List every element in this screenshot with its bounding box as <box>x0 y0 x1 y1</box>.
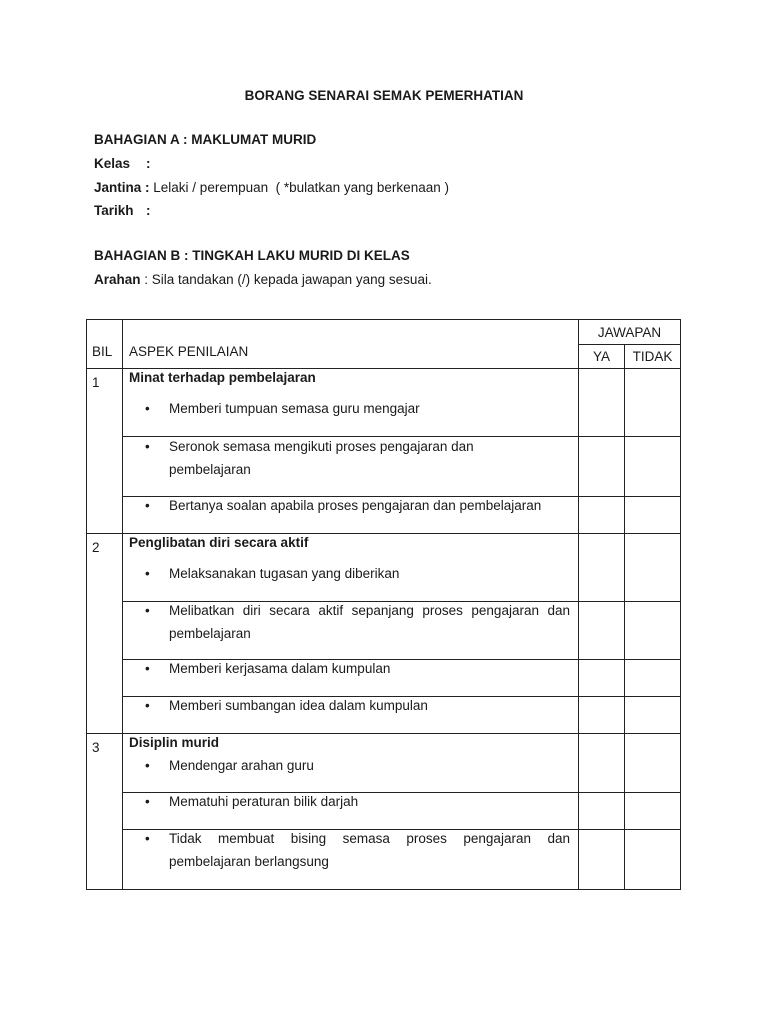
jantina-label: Jantina : <box>94 180 150 195</box>
item-text: Melaksanakan tugasan yang diberikan <box>169 566 400 581</box>
bullet: • <box>145 794 150 809</box>
section-title: Penglibatan diri secara aktif <box>129 535 309 550</box>
bullet: • <box>145 661 150 676</box>
arahan-label: Arahan <box>94 272 141 287</box>
aspect-cell <box>123 734 579 793</box>
bullet: • <box>145 698 150 713</box>
bullet: • <box>145 498 150 513</box>
item-text: Melibatkan diri secara aktif sepanjang proses pengajaran dan <box>169 603 570 618</box>
tidak-checkbox-cell[interactable] <box>625 830 681 890</box>
kelas-label: Kelas <box>94 156 131 171</box>
ya-checkbox-cell[interactable] <box>579 497 625 534</box>
list-item <box>123 435 578 481</box>
ya-checkbox-cell[interactable] <box>579 602 625 660</box>
ya-header: YA <box>579 345 625 369</box>
aspect-cell <box>123 497 579 534</box>
item-text: Bertanya soalan apabila proses pengajaran dan pembelajaran <box>169 498 542 513</box>
aspect-cell <box>123 437 579 497</box>
list-item-continued <box>123 850 578 873</box>
section-number: 2 <box>87 534 123 734</box>
bullet: • <box>145 401 150 416</box>
section-title: Minat terhadap pembelajaran <box>129 370 316 385</box>
ya-checkbox-cell[interactable] <box>579 734 625 793</box>
tidak-checkbox-cell[interactable] <box>625 697 681 734</box>
tidak-checkbox-cell[interactable] <box>625 534 681 602</box>
list-item <box>123 754 578 777</box>
list-item <box>123 599 578 622</box>
table-row <box>87 793 681 830</box>
ya-checkbox-cell[interactable] <box>579 369 625 437</box>
item-text-continued: pembelajaran <box>169 462 251 477</box>
item-text: Memberi sumbangan idea dalam kumpulan <box>169 698 428 713</box>
ya-checkbox-cell[interactable] <box>579 830 625 890</box>
list-item <box>123 494 578 517</box>
list-item <box>123 657 578 680</box>
section-number: 1 <box>87 369 123 534</box>
section-title: Disiplin murid <box>129 735 220 750</box>
item-text: Seronok semasa mengikuti proses pengajaran dan <box>169 439 474 454</box>
jantina-value: Lelaki / perempuan ( *bulatkan yang berkenaan ) <box>153 180 449 195</box>
item-text: Mematuhi peraturan bilik darjah <box>169 794 359 809</box>
bil-header: BIL <box>87 320 123 369</box>
item-text: Tidak membuat bising semasa proses pengajaran dan <box>169 831 570 846</box>
table-row <box>87 437 681 497</box>
list-item <box>123 562 578 585</box>
aspect-cell <box>123 369 579 437</box>
aspect-cell <box>123 602 579 660</box>
list-item <box>123 397 578 420</box>
ya-checkbox-cell[interactable] <box>579 437 625 497</box>
item-text: Memberi tumpuan semasa guru mengajar <box>169 401 420 416</box>
tidak-checkbox-cell[interactable] <box>625 734 681 793</box>
list-item-continued <box>123 622 578 645</box>
table-row <box>87 602 681 660</box>
jantina-row <box>94 180 449 196</box>
aspect-cell <box>123 697 579 734</box>
item-text: Mendengar arahan guru <box>169 758 314 773</box>
table-row <box>87 534 681 602</box>
section-a-heading: BAHAGIAN A : MAKLUMAT MURID <box>94 132 317 147</box>
ya-checkbox-cell[interactable] <box>579 534 625 602</box>
tarikh-colon: : <box>146 203 151 218</box>
page-title: BORANG SENARAI SEMAK PEMERHATIAN <box>244 88 524 103</box>
item-text-continued: pembelajaran <box>169 626 251 641</box>
ya-checkbox-cell[interactable] <box>579 660 625 697</box>
observation-checklist-table <box>86 319 681 890</box>
section-number: 3 <box>87 734 123 890</box>
arahan-row <box>94 272 432 288</box>
tarikh-label: Tarikh <box>94 203 134 218</box>
tidak-checkbox-cell[interactable] <box>625 660 681 697</box>
aspek-header: ASPEK PENILAIAN <box>123 320 579 369</box>
section-b-heading: BAHAGIAN B : TINGKAH LAKU MURID DI KELAS <box>94 248 410 263</box>
table-row <box>87 734 681 793</box>
aspect-cell <box>123 830 579 890</box>
item-text: Memberi kerjasama dalam kumpulan <box>169 661 391 676</box>
table-row <box>87 660 681 697</box>
list-item <box>123 694 578 717</box>
bullet: • <box>145 831 150 846</box>
item-text-continued: pembelajaran berlangsung <box>169 854 329 869</box>
table-row <box>87 497 681 534</box>
ya-checkbox-cell[interactable] <box>579 793 625 830</box>
jawapan-header: JAWAPAN <box>579 320 681 345</box>
aspect-cell <box>123 793 579 830</box>
bullet: • <box>145 758 150 773</box>
tidak-checkbox-cell[interactable] <box>625 497 681 534</box>
tidak-checkbox-cell[interactable] <box>625 437 681 497</box>
bullet: • <box>145 439 150 454</box>
tidak-checkbox-cell[interactable] <box>625 369 681 437</box>
aspect-cell <box>123 534 579 602</box>
arahan-text: : Sila tandakan (/) kepada jawapan yang sesuai. <box>140 272 432 287</box>
bullet: • <box>145 603 150 618</box>
tidak-checkbox-cell[interactable] <box>625 602 681 660</box>
bullet: • <box>145 566 150 581</box>
list-item <box>123 827 578 850</box>
tidak-checkbox-cell[interactable] <box>625 793 681 830</box>
aspect-cell <box>123 660 579 697</box>
table-row <box>87 369 681 437</box>
kelas-colon: : <box>146 156 151 171</box>
table-row <box>87 697 681 734</box>
list-item <box>123 790 578 813</box>
table-row <box>87 830 681 890</box>
ya-checkbox-cell[interactable] <box>579 697 625 734</box>
tidak-header: TIDAK <box>625 345 681 369</box>
table-header-row <box>87 320 681 345</box>
